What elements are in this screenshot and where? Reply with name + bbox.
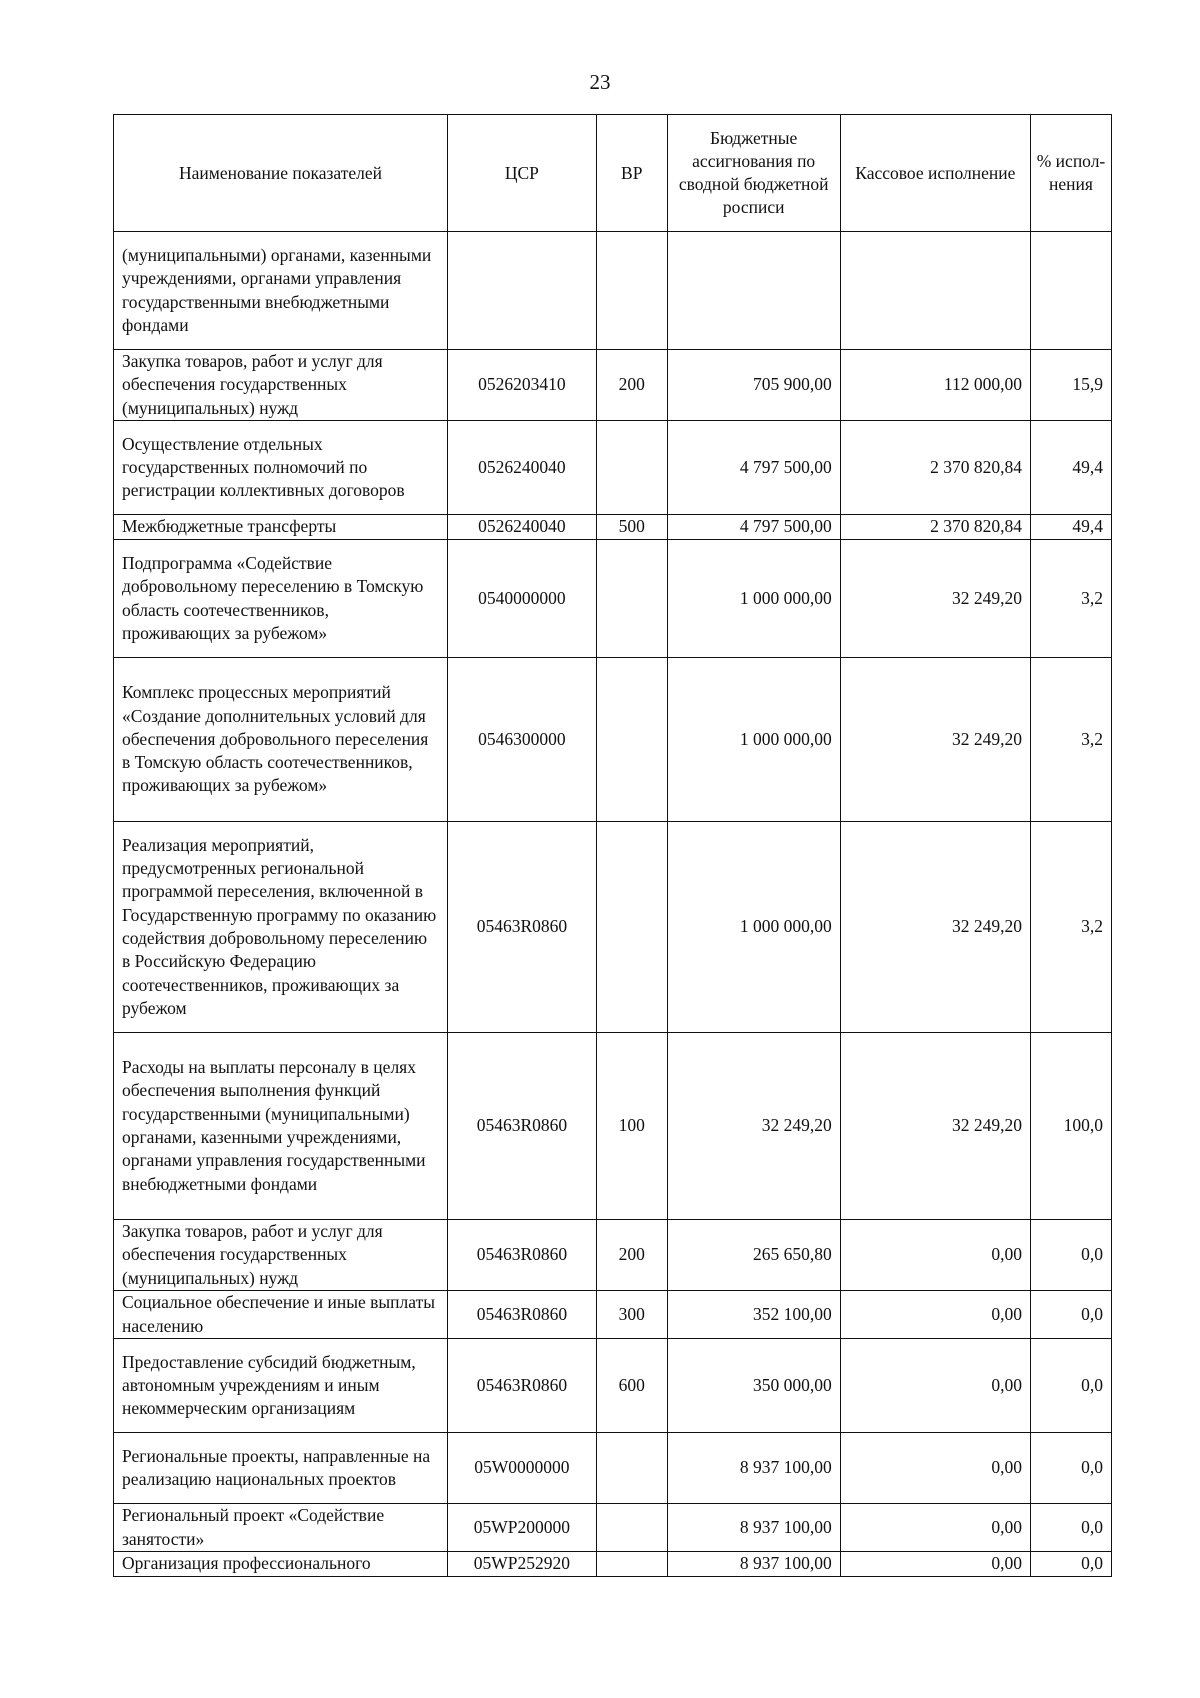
row-budget: 1 000 000,00 xyxy=(667,822,840,1033)
table-header-row xyxy=(114,115,1112,232)
row-name: Подпрограмма «Содействие добровольному переселению в Томскую область соотечественников, проживающих за рубежом» xyxy=(114,540,448,658)
row-csr: 05463R0860 xyxy=(448,1033,597,1220)
row-vr xyxy=(596,822,667,1033)
row-pct: 0,0 xyxy=(1031,1433,1112,1504)
header-csr: ЦСР xyxy=(448,115,597,232)
row-cash: 0,00 xyxy=(840,1291,1030,1339)
header-pct: % испол-нения xyxy=(1031,115,1112,232)
row-vr xyxy=(596,1552,667,1577)
row-name: Комплекс процессных мероприятий «Создание дополнительных условий для обеспечения добровольного переселения в Томскую область соотечественников, проживающих за рубежом» xyxy=(114,658,448,822)
table-row xyxy=(114,1552,1112,1577)
row-name: Закупка товаров, работ и услуг для обеспечения государственных (муниципальных) нужд xyxy=(114,350,448,421)
row-budget xyxy=(667,232,840,350)
row-csr: 05463R0860 xyxy=(448,1291,597,1339)
table-row xyxy=(114,1291,1112,1339)
row-pct: 0,0 xyxy=(1031,1220,1112,1291)
row-cash: 0,00 xyxy=(840,1339,1030,1433)
table-row xyxy=(114,822,1112,1033)
row-csr: 0526203410 xyxy=(448,350,597,421)
row-cash: 32 249,20 xyxy=(840,540,1030,658)
table-row xyxy=(114,515,1112,540)
row-csr: 0526240040 xyxy=(448,421,597,515)
row-pct: 3,2 xyxy=(1031,822,1112,1033)
row-budget: 32 249,20 xyxy=(667,1033,840,1220)
row-budget: 350 000,00 xyxy=(667,1339,840,1433)
row-csr: 05463R0860 xyxy=(448,1339,597,1433)
row-pct: 15,9 xyxy=(1031,350,1112,421)
table-row xyxy=(114,1504,1112,1552)
row-budget: 8 937 100,00 xyxy=(667,1433,840,1504)
row-name: Межбюджетные трансферты xyxy=(114,515,448,540)
page-number: 23 xyxy=(589,70,611,94)
header-cash: Кассовое исполнение xyxy=(840,115,1030,232)
row-name: (муниципальными) органами, казенными учреждениями, органами управления государственными внебюджетными фондами xyxy=(114,232,448,350)
table-row xyxy=(114,1339,1112,1433)
row-pct: 49,4 xyxy=(1031,515,1112,540)
row-name: Реализация мероприятий, предусмотренных региональной программой переселения, включенной в Государственную программу по оказанию содействия добровольному переселению в Российскую Федерацию соотечественников, проживающих за рубежом xyxy=(114,822,448,1033)
row-cash: 32 249,20 xyxy=(840,658,1030,822)
row-name: Региональные проекты, направленные на реализацию национальных проектов xyxy=(114,1433,448,1504)
row-name: Социальное обеспечение и иные выплаты населению xyxy=(114,1291,448,1339)
row-budget: 4 797 500,00 xyxy=(667,421,840,515)
table-row xyxy=(114,1433,1112,1504)
row-csr: 05WP252920 xyxy=(448,1552,597,1577)
row-name: Организация профессионального xyxy=(114,1552,448,1577)
row-budget: 1 000 000,00 xyxy=(667,540,840,658)
row-vr: 100 xyxy=(596,1033,667,1220)
row-pct: 0,0 xyxy=(1031,1339,1112,1433)
row-cash xyxy=(840,232,1030,350)
row-csr: 0540000000 xyxy=(448,540,597,658)
row-pct: 0,0 xyxy=(1031,1291,1112,1339)
row-vr: 600 xyxy=(596,1339,667,1433)
row-vr xyxy=(596,1433,667,1504)
row-name: Закупка товаров, работ и услуг для обеспечения государственных (муниципальных) нужд xyxy=(114,1220,448,1291)
row-csr: 05463R0860 xyxy=(448,822,597,1033)
row-pct: 49,4 xyxy=(1031,421,1112,515)
row-csr: 05WP200000 xyxy=(448,1504,597,1552)
row-csr: 05W0000000 xyxy=(448,1433,597,1504)
row-name: Расходы на выплаты персоналу в целях обеспечения выполнения функций государственными (муниципальными) органами, казенными учреждениями, органами управления государственными внебюджетными фондами xyxy=(114,1033,448,1220)
row-name: Региональный проект «Содействие занятости» xyxy=(114,1504,448,1552)
row-budget: 265 650,80 xyxy=(667,1220,840,1291)
row-pct: 0,0 xyxy=(1031,1552,1112,1577)
row-vr xyxy=(596,1504,667,1552)
row-budget: 8 937 100,00 xyxy=(667,1552,840,1577)
row-name: Предоставление субсидий бюджетным, автономным учреждениям и иным некоммерческим организациям xyxy=(114,1339,448,1433)
row-cash: 112 000,00 xyxy=(840,350,1030,421)
row-cash: 0,00 xyxy=(840,1220,1030,1291)
row-vr xyxy=(596,540,667,658)
table-row xyxy=(114,350,1112,421)
row-vr xyxy=(596,232,667,350)
table-row xyxy=(114,421,1112,515)
row-vr: 200 xyxy=(596,1220,667,1291)
table-row xyxy=(114,658,1112,822)
row-budget: 352 100,00 xyxy=(667,1291,840,1339)
row-vr xyxy=(596,421,667,515)
row-csr: 05463R0860 xyxy=(448,1220,597,1291)
row-vr: 200 xyxy=(596,350,667,421)
row-budget: 4 797 500,00 xyxy=(667,515,840,540)
header-name: Наименование показателей xyxy=(114,115,448,232)
row-pct xyxy=(1031,232,1112,350)
header-vr: ВР xyxy=(596,115,667,232)
row-csr: 0526240040 xyxy=(448,515,597,540)
row-csr xyxy=(448,232,597,350)
row-cash: 32 249,20 xyxy=(840,822,1030,1033)
row-budget: 8 937 100,00 xyxy=(667,1504,840,1552)
row-budget: 1 000 000,00 xyxy=(667,658,840,822)
row-pct: 0,0 xyxy=(1031,1504,1112,1552)
row-budget: 705 900,00 xyxy=(667,350,840,421)
row-name: Осуществление отдельных государственных полномочий по регистрации коллективных договоров xyxy=(114,421,448,515)
table-row xyxy=(114,1033,1112,1220)
row-cash: 0,00 xyxy=(840,1504,1030,1552)
row-vr: 300 xyxy=(596,1291,667,1339)
table-row xyxy=(114,232,1112,350)
row-cash: 0,00 xyxy=(840,1552,1030,1577)
budget-execution-table xyxy=(113,114,1112,1577)
row-cash: 2 370 820,84 xyxy=(840,515,1030,540)
row-vr xyxy=(596,658,667,822)
row-pct: 100,0 xyxy=(1031,1033,1112,1220)
row-pct: 3,2 xyxy=(1031,540,1112,658)
row-cash: 32 249,20 xyxy=(840,1033,1030,1220)
row-cash: 0,00 xyxy=(840,1433,1030,1504)
table-row xyxy=(114,1220,1112,1291)
header-budget: Бюджетные ассигнования по сводной бюджетной росписи xyxy=(667,115,840,232)
table-row xyxy=(114,540,1112,658)
row-csr: 0546300000 xyxy=(448,658,597,822)
row-cash: 2 370 820,84 xyxy=(840,421,1030,515)
row-vr: 500 xyxy=(596,515,667,540)
row-pct: 3,2 xyxy=(1031,658,1112,822)
